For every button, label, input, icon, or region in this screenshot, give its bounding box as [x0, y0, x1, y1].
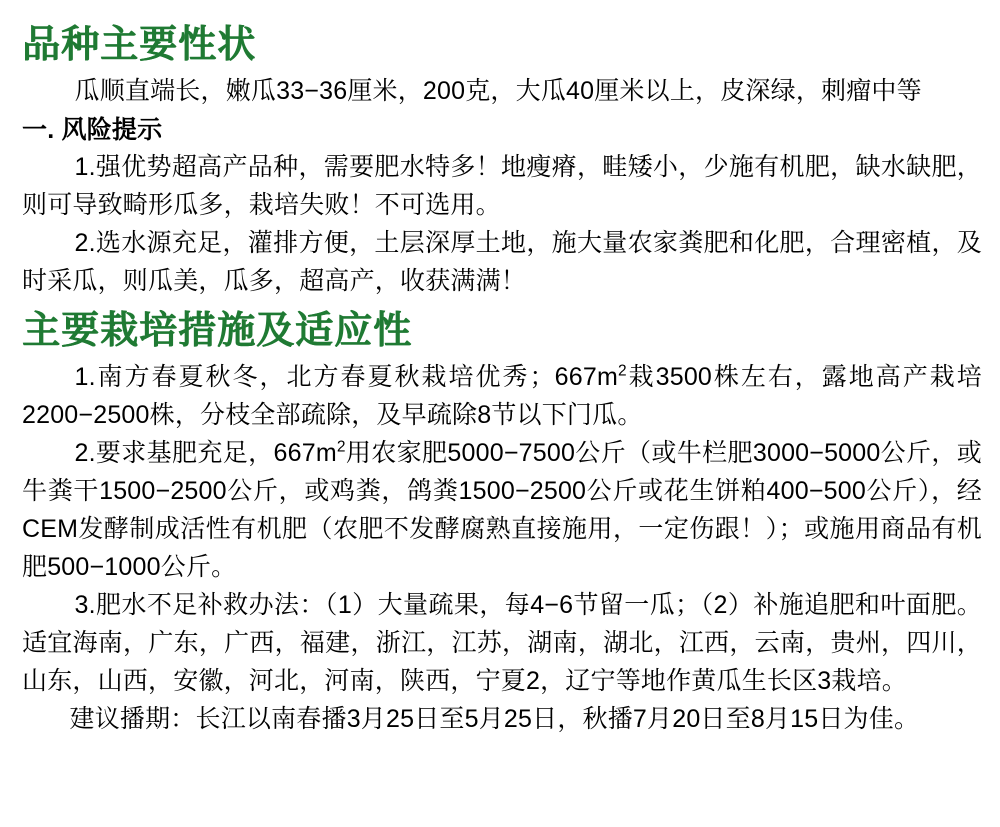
paragraph-risk-2: 2.选水源充足，灌排方便，土层深厚土地，施大量农家粪肥和化肥，合理密植，及时采瓜，则瓜美，瓜多，超高产，收获满满！	[22, 228, 982, 295]
paragraph-risk-1: 1.强优势超高产品种，需要肥水特多！地瘦瘠，畦矮小，少施有机肥，缺水缺肥，则可导致畸形瓜多，栽培失败！不可选用。	[22, 152, 982, 219]
paragraph-cultivation-2	[22, 434, 982, 586]
paragraph-cultivation-1-pre: 1.南方春夏秋冬，北方春夏秋栽培优秀；667m	[74, 362, 618, 391]
paragraph-variety-traits: 瓜顺直端长，嫩瓜33−36厘米，200克，大瓜40厘米以上，皮深绿，刺瘤中等	[74, 76, 922, 105]
paragraph-closing-sowing-dates: 建议播期：长江以南春播3月25日至5月25日，秋播7月20日至8月15日为佳。	[69, 704, 920, 733]
paragraph-cultivation-2-pre: 2.要求基肥充足，667m	[74, 438, 337, 467]
section-heading-cultivation-measures: 主要栽培措施及适应性	[22, 309, 413, 352]
paragraph-cultivation-3-pre: 3.肥水不足补救办法：（1）大量疏果，每4−6节留一瓜；（2）补施追肥和叶面肥。适宜海南，广东，广西，福建，浙江，江苏，湖南，湖北，江西，云南，贵州，四川，山东，山西，安徽，河北，河南，陕西，宁夏2，辽宁等地作黄瓜生长区3栽培。	[22, 590, 982, 695]
paragraph-cultivation-3	[22, 586, 982, 700]
paragraph-cultivation-2-sup: 2	[336, 438, 346, 456]
sub-heading-risk-notice: 一. 风险提示	[22, 115, 163, 144]
paragraph-cultivation-2-post: 用农家肥5000−7500公斤（或牛栏肥3000−5000公斤，或牛粪干1500−2500公斤，或鸡粪，鸽粪1500−2500公斤或花生饼粕400−500公斤），经CEM发酵制成活性有机肥（农肥不发酵腐熟直接施用，一定伤跟！）；或施用商品有机肥500−1000公斤。	[22, 438, 982, 581]
paragraph-cultivation-1	[22, 358, 982, 434]
paragraph-cultivation-1-post: 栽3500株左右，露地高产栽培2200−2500株，分枝全部疏除，及早疏除8节以下门瓜。	[22, 362, 982, 429]
paragraph-cultivation-1-sup: 2	[618, 362, 627, 380]
section-heading-variety-traits: 品种主要性状	[22, 24, 257, 66]
